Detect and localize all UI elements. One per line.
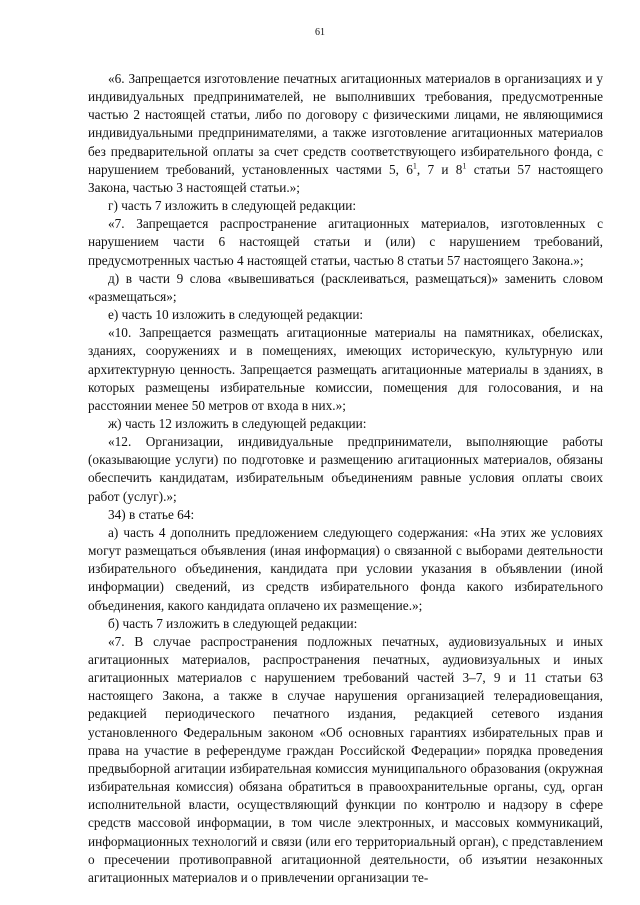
paragraph-item-d: д) в части 9 слова «вывешиваться (расклеиваться, размещаться)» заменить словом «размещаться»;	[88, 270, 603, 304]
superscript-one: 1	[412, 161, 417, 171]
paragraph-part-7-text: «7. Запрещается распространение агитационных материалов, изготовленных с нарушением части 6 настоящей статьи и (или) с нарушением требований, предусмотренных частью 4 настоящей статьи, частью 8 статьи 57 настоящего Закона.»;	[88, 216, 603, 268]
paragraph-part-12-text: «12. Организации, индивидуальные предприниматели, выполняющие работы (оказывающие услуги) по подготовке и размещению агитационных материалов, обязаны обеспечить кандидатам, избирательным объединениям равные условия оплаты своих работ (услуг).»;	[88, 434, 603, 504]
page-number: 61	[315, 27, 325, 38]
paragraph-item-34: 34) в статье 64:	[108, 506, 195, 522]
paragraph-item-g: г) часть 7 изложить в следующей редакции:	[108, 198, 357, 214]
paragraph-item-b: б) часть 7 изложить в следующей редакции:	[108, 615, 358, 631]
paragraph-part-6-text: «6. Запрещается изготовление печатных агитационных материалов в организациях и у индивидуальных предпринимателей, не выполнивших требования, предусмотренные частью 2 настоящей статьи, либо по договору с физическими лицами, не являющимися индивидуальными предпринимателями, а также изготовление агитационных материалов без предварительной оплаты за счет средств соответствующего избирательного фонда, с нарушением требований, установленных частями 5, $6^1$, 7 и $8^1$ статьи 57 настоящего Закона, частью 3 настоящей статьи.»;	[88, 71, 603, 195]
superscript-one: 1	[462, 161, 467, 171]
paragraph-item-e: е) часть 10 изложить в следующей редакции:	[108, 307, 364, 323]
paragraph-part-10-text: «10. Запрещается размещать агитационные материалы на памятниках, обелисках, зданиях, сооружениях и в помещениях, имеющих историческую, культурную или архитектурную ценность. Запрещается размещать агитационные материалы в зданиях, в которых размещены избирательные комиссии, помещения для голосования, и на расстоянии менее 50 метров от входа в них.»;	[88, 325, 603, 413]
paragraph-item-a: а) часть 4 дополнить предложением следующего содержания: «На этих же условиях могут размещаться объявления (иная информация) о связанной с выборами деятельности избирательного объединения, кандидата при условии указания в объявлении (иной информации) сведений, из средств избирательного фонда какого избирательного объединения, какого кандидата оплачено их размещение.»;	[88, 524, 603, 613]
paragraph-part-7-new-text: «7. В случае распространения подложных печатных, аудиовизуальных и иных агитационных материалов, распространения печатных, аудиовизуальных и иных агитационных материалов с нарушением требований частей 3–7, 9 и 11 статьи 63 настоящего Закона, а также в случае нарушения организацией телерадиовещания, редакцией периодического печатного издания, редакцией сетевого издания установленного Федеральным законом «Об основных гарантиях избирательных прав и права на участие в референдуме граждан Российской Федерации» порядка проведения предвыборной агитации избирательная комиссия муниципального образования (окружная избирательная комиссия) обязана обратиться в правоохранительные органы, суд, орган исполнительной власти, осуществляющий функции по контролю и надзору в сфере средств массовой информации, в том числе электронных, и массовых коммуникаций, информационных технологий и связи (или его территориальный орган), с представлением о пресечении противоправной агитационной деятельности, об изъятии незаконных агитационных материалов и о привлечении организации те-	[88, 633, 603, 885]
document-body	[88, 70, 603, 887]
paragraph-item-zh: ж) часть 12 изложить в следующей редакции:	[108, 415, 367, 431]
